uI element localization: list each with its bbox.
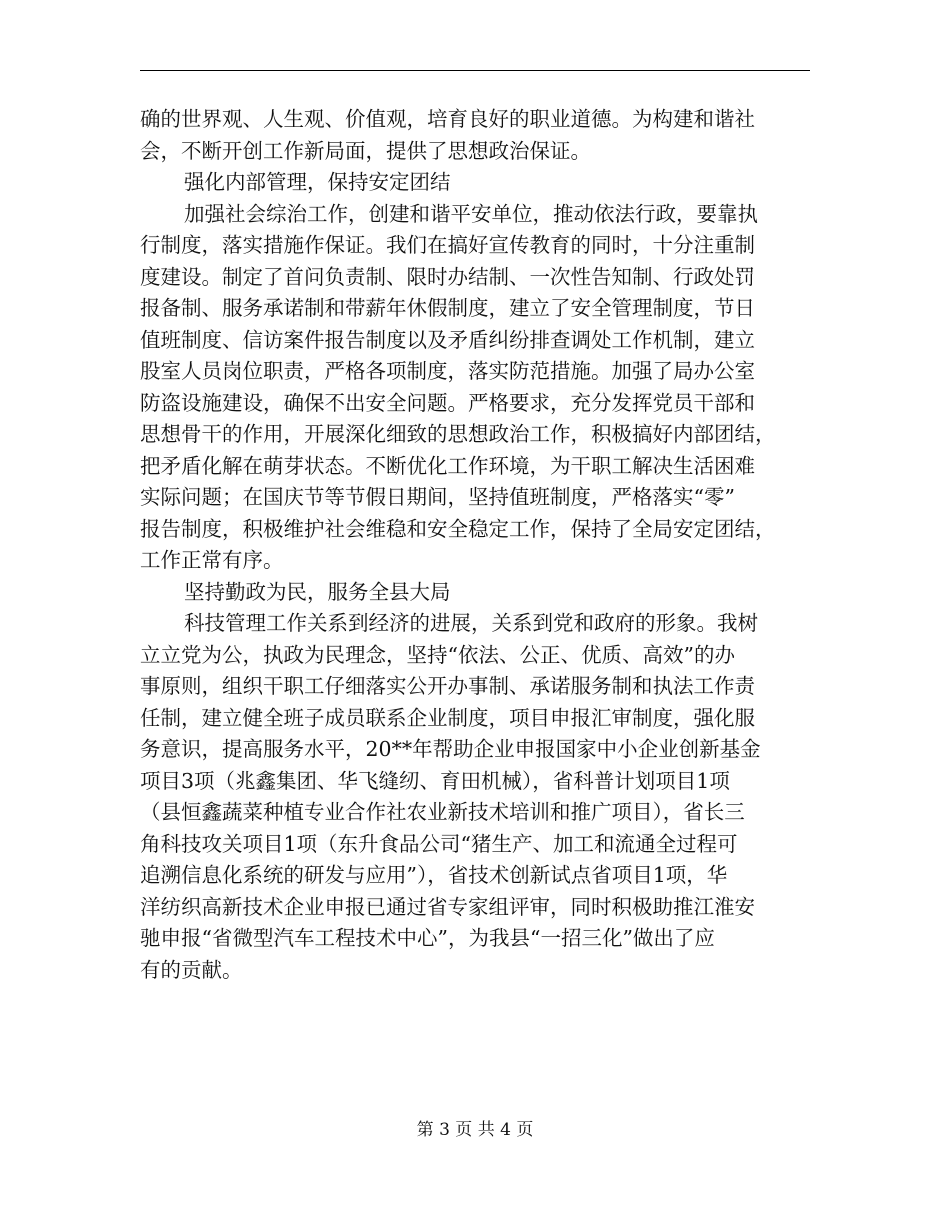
text-line: 确的世界观、人生观、价值观，培育良好的职业道德。为构建和谐社 — [140, 107, 755, 131]
text-line: 把矛盾化解在萌芽状态。不断优化工作环境，为干职工解决生活困难 — [140, 453, 755, 478]
document-body — [140, 104, 810, 986]
text-line: 事原则，组织干职工仔细落实公开办事制、承诺服务制和执法工作责 — [140, 674, 755, 698]
text-line: 工作正常有序。 — [140, 548, 284, 572]
text-line: 思想骨干的作用，开展深化细致的思想政治工作，积极搞好内部团结， — [140, 422, 776, 446]
text-line: 股室人员岗位职责，严格各项制度，落实防范措施。加强了局办公室 — [140, 359, 755, 383]
text-line: 坚持勤政为民，服务全县大局 — [184, 579, 451, 604]
text-line: 科技管理工作关系到经济的进展，关系到党和政府的形象。我树 — [184, 611, 758, 635]
header-rule — [140, 70, 810, 71]
text-line: 角科技攻关项目1项（东升食品公司“猪生产、加工和流通全过程可 — [140, 831, 738, 856]
text-line: 驰申报“省微型汽车工程技术中心”，为我县“一招三化”做出了应 — [140, 926, 715, 950]
text-line: 报告制度，积极维护社会维稳和安全稳定工作，保持了全局安定团结， — [140, 516, 776, 541]
text-line: 会，不断开创工作新局面，提供了思想政治保证。 — [140, 138, 591, 163]
text-line: 项目3项（兆鑫集团、华飞缝纫、育田机械），省科普计划项目1项 — [140, 768, 730, 793]
text-line: 有的贡献。 — [140, 957, 243, 982]
text-line: 实际问题；在国庆节等节假日期间，坚持值班制度，严格落实“零” — [140, 485, 735, 509]
text-line: 立立党为公，执政为民理念，坚持“依法、公正、优质、高效”的办 — [140, 642, 735, 667]
text-line: 值班制度、信访案件报告制度以及矛盾纠纷排查调处工作机制，建立 — [140, 327, 755, 352]
text-line: （县恒鑫蔬菜种植专业合作社农业新技术培训和推广项目），省长三 — [140, 800, 745, 824]
text-line: 任制，建立健全班子成员联系企业制度，项目申报汇审制度，强化服 — [140, 705, 755, 730]
text-line: 行制度，落实措施作保证。我们在搞好宣传教育的同时，十分注重制 — [140, 233, 755, 257]
text-line: 度建设。制定了首问负责制、限时办结制、一次性告知制、行政处罚 — [140, 264, 755, 289]
text-line: 洋纺织高新技术企业申报已通过省专家组评审，同时积极助推江淮安 — [140, 894, 755, 919]
text-line: 防盗设施建设，确保不出安全问题。严格要求，充分发挥党员干部和 — [140, 390, 755, 415]
text-line: 强化内部管理，保持安定团结 — [184, 170, 451, 194]
text-line: 追溯信息化系统的研发与应用”），省技术创新试点省项目1项，华 — [140, 863, 728, 887]
text-line: 加强社会综治工作，创建和谐平安单位，推动依法行政，要靠执 — [184, 201, 758, 226]
page-footer: 第 3 页 共 4 页 — [416, 1120, 534, 1140]
text-line: 报备制、服务承诺制和带薪年休假制度，建立了安全管理制度，节日 — [140, 296, 755, 320]
text-line: 务意识，提高服务水平，20**年帮助企业申报国家中小企业创新基金 — [140, 737, 761, 761]
